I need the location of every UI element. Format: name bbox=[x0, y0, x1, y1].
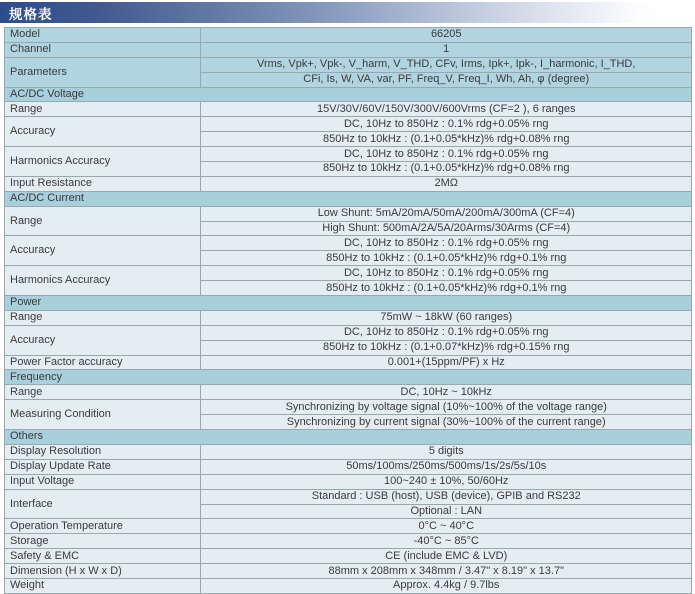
spec-value: Standard : USB (host), USB (device), GPIB and RS232 bbox=[201, 489, 692, 504]
section-title: AC/DC Voltage bbox=[5, 87, 692, 102]
spec-value: 75mW ~ 18kW (60 ranges) bbox=[201, 310, 692, 325]
spec-value: Synchronizing by voltage signal (10%~100% of the voltage range) bbox=[201, 400, 692, 415]
section-header-row bbox=[5, 430, 692, 445]
spec-row bbox=[5, 355, 692, 370]
spec-label: Range bbox=[5, 310, 201, 325]
spec-value: 850Hz to 10kHz : (0.1+0.05*kHz)% rdg+0.1% rng bbox=[201, 281, 692, 296]
spec-value: 100~240 ± 10%, 50/60Hz bbox=[201, 474, 692, 489]
spec-row bbox=[5, 564, 692, 579]
spec-value: DC, 10Hz to 850Hz : 0.1% rdg+0.05% rng bbox=[201, 147, 692, 162]
section-title: Power bbox=[5, 296, 692, 311]
spec-row bbox=[5, 236, 692, 251]
spec-label: Range bbox=[5, 102, 201, 117]
section-title: Frequency bbox=[5, 370, 692, 385]
section-header-row bbox=[5, 370, 692, 385]
spec-value: 850Hz to 10kHz : (0.1+0.07*kHz)% rdg+0.15% rng bbox=[201, 340, 692, 355]
spec-row bbox=[5, 400, 692, 415]
spec-row bbox=[5, 310, 692, 325]
spec-value: CE (include EMC & LVD) bbox=[201, 549, 692, 564]
spec-row bbox=[5, 266, 692, 281]
spec-value: 850Hz to 10kHz : (0.1+0.05*kHz)% rdg+0.08% rng bbox=[201, 162, 692, 177]
spec-value: Low Shunt: 5mA/20mA/50mA/200mA/300mA (CF=4) bbox=[201, 206, 692, 221]
spec-row bbox=[5, 325, 692, 340]
spec-label: Harmonics Accuracy bbox=[5, 266, 201, 296]
spec-value: -40°C ~ 85°C bbox=[201, 534, 692, 549]
spec-row bbox=[5, 519, 692, 534]
spec-row bbox=[5, 534, 692, 549]
spec-value: 850Hz to 10kHz : (0.1+0.05*kHz)% rdg+0.08% rng bbox=[201, 132, 692, 147]
spec-row bbox=[5, 385, 692, 400]
section-header-row bbox=[5, 191, 692, 206]
spec-value: High Shunt: 500mA/2A/5A/20Arms/30Arms (CF=4) bbox=[201, 221, 692, 236]
spec-value: DC, 10Hz to 850Hz : 0.1% rdg+0.05% rng bbox=[201, 236, 692, 251]
spec-row bbox=[5, 206, 692, 221]
spec-label: Accuracy bbox=[5, 325, 201, 355]
spec-value: Optional : LAN bbox=[201, 504, 692, 519]
spec-label: Safety & EMC bbox=[5, 549, 201, 564]
spec-row bbox=[5, 117, 692, 132]
section-title: Others bbox=[5, 430, 692, 445]
spec-label: Display Update Rate bbox=[5, 459, 201, 474]
spec-label: Model bbox=[5, 28, 201, 43]
spec-table bbox=[4, 27, 692, 594]
spec-value: DC, 10Hz to 850Hz : 0.1% rdg+0.05% rng bbox=[201, 266, 692, 281]
spec-label: Power Factor accuracy bbox=[5, 355, 201, 370]
spec-label: Input Resistance bbox=[5, 176, 201, 191]
spec-value: Vrms, Vpk+, Vpk-, V_harm, V_THD, CFv, Irms, Ipk+, Ipk-, I_harmonic, I_THD, bbox=[201, 57, 692, 72]
spec-row bbox=[5, 102, 692, 117]
spec-label: Range bbox=[5, 206, 201, 236]
spec-value: 2MΩ bbox=[201, 176, 692, 191]
spec-label: Accuracy bbox=[5, 117, 201, 147]
spec-value: DC, 10Hz ~ 10kHz bbox=[201, 385, 692, 400]
spec-label: Input Voltage bbox=[5, 474, 201, 489]
spec-label: Harmonics Accuracy bbox=[5, 147, 201, 177]
spec-row bbox=[5, 57, 692, 72]
spec-label: Display Resolution bbox=[5, 444, 201, 459]
page-title-band bbox=[0, 2, 695, 23]
spec-value: 5 digits bbox=[201, 444, 692, 459]
spec-row bbox=[5, 28, 692, 43]
spec-row bbox=[5, 147, 692, 162]
spec-label: Storage bbox=[5, 534, 201, 549]
page-title: 规格表 bbox=[9, 6, 53, 22]
spec-value: 15V/30V/60V/150V/300V/600Vrms (CF=2 ), 6 ranges bbox=[201, 102, 692, 117]
spec-value: DC, 10Hz to 850Hz : 0.1% rdg+0.05% rng bbox=[201, 117, 692, 132]
spec-row bbox=[5, 474, 692, 489]
spec-value: 850Hz to 10kHz : (0.1+0.05*kHz)% rdg+0.1% rng bbox=[201, 251, 692, 266]
spec-label: Interface bbox=[5, 489, 201, 519]
spec-row bbox=[5, 578, 692, 593]
spec-row bbox=[5, 489, 692, 504]
spec-label: Parameters bbox=[5, 57, 201, 87]
spec-row bbox=[5, 176, 692, 191]
section-header-row bbox=[5, 296, 692, 311]
section-header-row bbox=[5, 87, 692, 102]
spec-row bbox=[5, 459, 692, 474]
spec-label: Operation Temperature bbox=[5, 519, 201, 534]
spec-value: DC, 10Hz to 850Hz : 0.1% rdg+0.05% rng bbox=[201, 325, 692, 340]
spec-value: CFi, Is, W, VA, var, PF, Freq_V, Freq_I, Wh, Ah, φ (degree) bbox=[201, 72, 692, 87]
spec-value: 0.001+(15ppm/PF) x Hz bbox=[201, 355, 692, 370]
spec-value: Synchronizing by current signal (30%~100% of the current range) bbox=[201, 415, 692, 430]
spec-label: Channel bbox=[5, 42, 201, 57]
spec-label: Dimension (H x W x D) bbox=[5, 564, 201, 579]
spec-value: 66205 bbox=[201, 28, 692, 43]
spec-row bbox=[5, 549, 692, 564]
spec-label: Weight bbox=[5, 578, 201, 593]
spec-value: 50ms/100ms/250ms/500ms/1s/2s/5s/10s bbox=[201, 459, 692, 474]
spec-row bbox=[5, 42, 692, 57]
spec-value: Approx. 4.4kg / 9.7lbs bbox=[201, 578, 692, 593]
spec-value: 1 bbox=[201, 42, 692, 57]
spec-value: 0°C ~ 40°C bbox=[201, 519, 692, 534]
spec-label: Accuracy bbox=[5, 236, 201, 266]
spec-value: 88mm x 208mm x 348mm / 3.47" x 8.19" x 13.7" bbox=[201, 564, 692, 579]
section-title: AC/DC Current bbox=[5, 191, 692, 206]
spec-label: Range bbox=[5, 385, 201, 400]
spec-row bbox=[5, 444, 692, 459]
spec-label: Measuring Condition bbox=[5, 400, 201, 430]
